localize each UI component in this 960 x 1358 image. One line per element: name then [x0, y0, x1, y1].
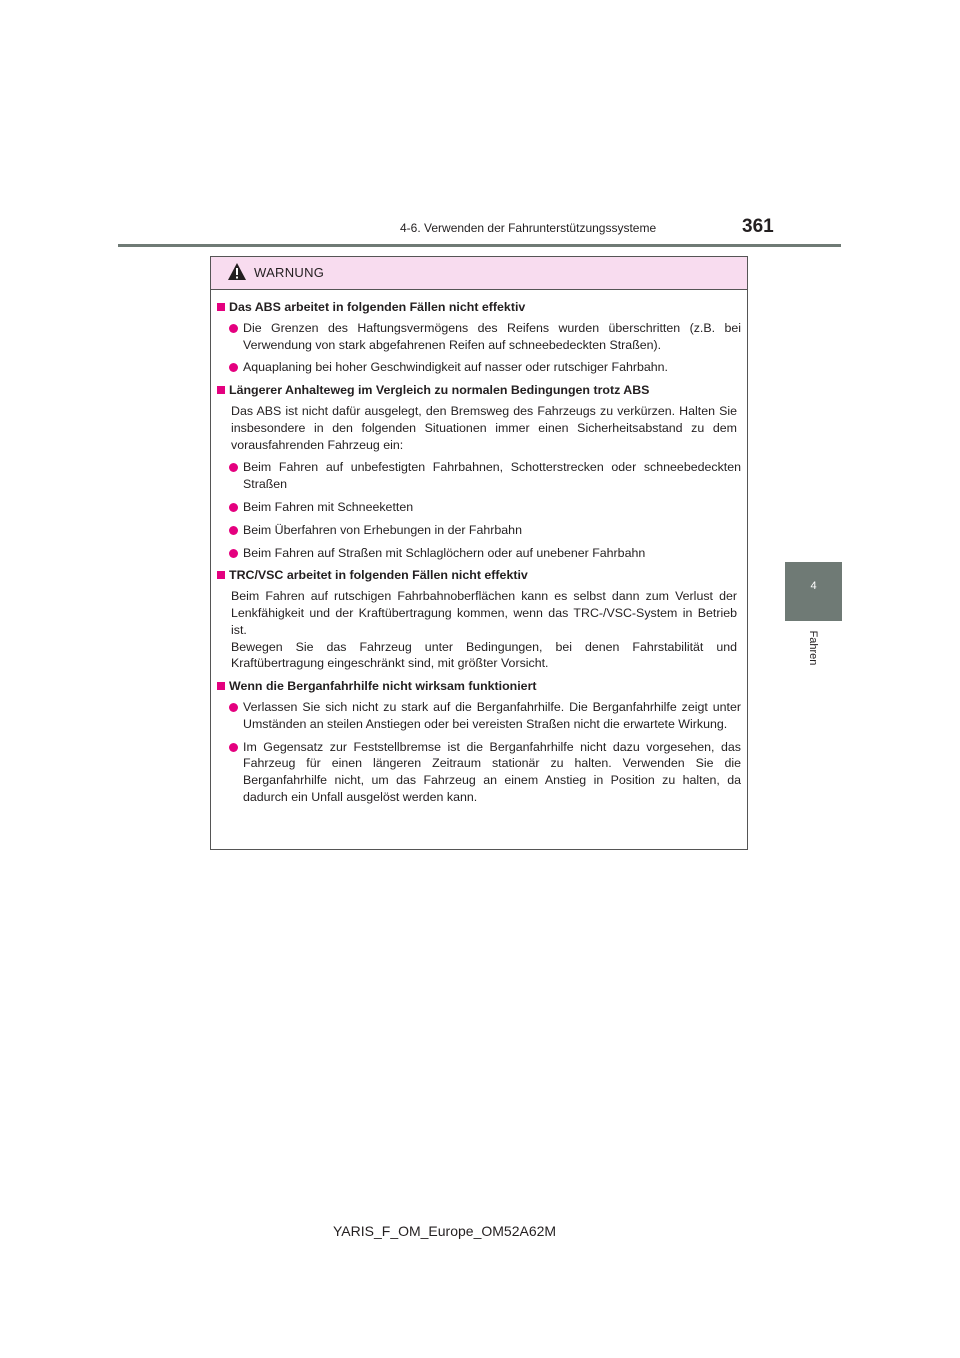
warning-body [211, 290, 747, 806]
section-heading: Längerer Anhalteweg im Vergleich zu normalen Bedingungen trotz ABS [217, 382, 741, 399]
list-item: Verlassen Sie sich nicht zu stark auf die Berganfahrhilfe. Die Berganfahrhilfe zeigt unter Umständen an steilen Anstiegen oder bei vereisten Straßen nicht die erwartete Wirkung. [217, 699, 741, 733]
warning-title: WARNUNG [254, 265, 325, 280]
bullet-dot-icon [229, 743, 238, 752]
square-bullet-icon [217, 386, 225, 394]
square-bullet-icon [217, 682, 225, 690]
list-item: Beim Überfahren von Erhebungen in der Fahrbahn [217, 522, 741, 539]
bullet-dot-icon [229, 703, 238, 712]
warning-triangle-icon [227, 262, 247, 282]
section-heading: Wenn die Berganfahrhilfe nicht wirksam funktioniert [217, 678, 741, 695]
bullet-dot-icon [229, 363, 238, 372]
bullet-dot-icon [229, 526, 238, 535]
bullet-dot-icon [229, 324, 238, 333]
paragraph: Das ABS ist nicht dafür ausgelegt, den Bremsweg des Fahrzeugs zu verkürzen. Halten Sie insbesondere in den folgenden Situationen immer einen Sicherheitsabstand zu dem vorausfahrenden Fahrzeug ein: [231, 403, 737, 452]
bullet-dot-icon [229, 463, 238, 472]
list-item: Aquaplaning bei hoher Geschwindigkeit auf nasser oder rutschiger Fahrbahn. [217, 359, 741, 376]
section-title: 4-6. Verwenden der Fahrunterstützungssysteme [400, 221, 657, 235]
chapter-tab [785, 562, 842, 621]
square-bullet-icon [217, 303, 225, 311]
warning-box [210, 256, 748, 850]
list-item: Beim Fahren mit Schneeketten [217, 499, 741, 516]
list-item: Die Grenzen des Haftungsvermögens des Reifens wurden überschritten (z.B. bei Verwendung von stark abgefahrenen Reifen auf schneebedeckten Straßen). [217, 320, 741, 354]
list-item: Beim Fahren auf Straßen mit Schlaglöchern oder auf unebener Fahrbahn [217, 545, 741, 562]
chapter-label: Fahren [807, 630, 819, 666]
header-rule [118, 244, 841, 247]
paragraph: Bewegen Sie das Fahrzeug unter Bedingungen, bei denen Fahrstabilität und Kraftübertragung eingeschränkt sind, mit größter Vorsicht. [231, 639, 737, 671]
list-item: Im Gegensatz zur Feststellbremse ist die Berganfahrhilfe nicht dazu vorgesehen, das Fahrzeug für einen längeren Zeitraum stationär zu halten. Verwenden Sie die Berganfahrhilfe nicht, um das Fahrzeug an einem Anstieg in Position zu halten, da dadurch ein Unfall ausgelöst werden kann. [217, 739, 741, 806]
paragraph: Beim Fahren auf rutschigen Fahrbahnoberflächen kann es selbst dann zum Verlust der Lenkfähigkeit und der Kraftübertragung kommen, wenn das TRC-/VSC-System in Betrieb ist. [231, 589, 737, 637]
section-heading: Das ABS arbeitet in folgenden Fällen nicht effektiv [217, 299, 741, 316]
bullet-dot-icon [229, 549, 238, 558]
document-id: YARIS_F_OM_Europe_OM52A62M [333, 1223, 557, 1239]
page-number: 361 [742, 216, 774, 237]
section-heading: TRC/VSC arbeitet in folgenden Fällen nicht effektiv [217, 567, 741, 584]
square-bullet-icon [217, 571, 225, 579]
list-item: Beim Fahren auf unbefestigten Fahrbahnen, Schotterstrecken oder schneebedeckten Straßen [217, 459, 741, 493]
chapter-number: 4 [810, 580, 817, 592]
warning-header [211, 257, 747, 290]
bullet-dot-icon [229, 503, 238, 512]
